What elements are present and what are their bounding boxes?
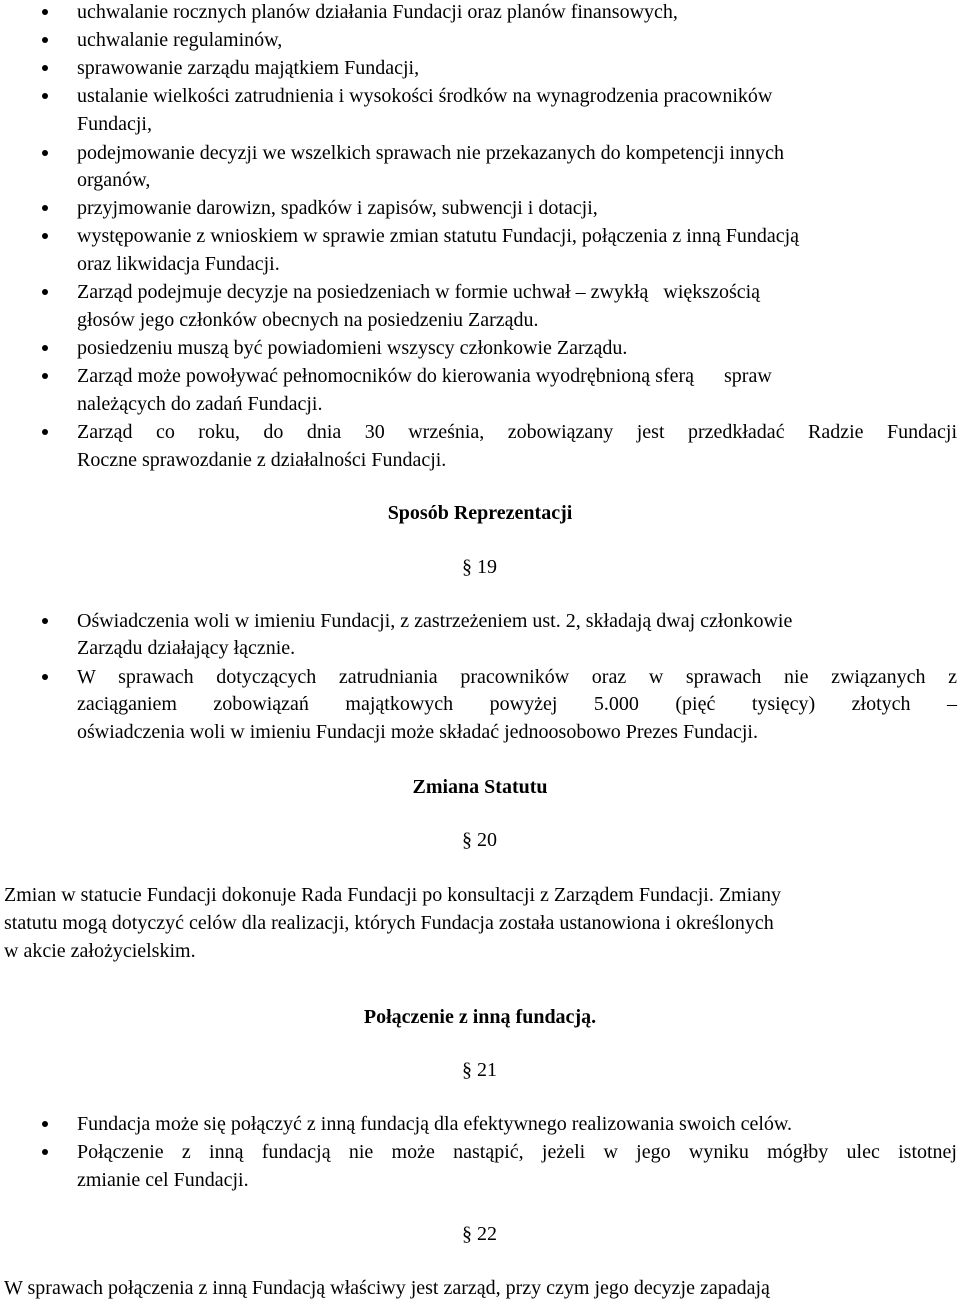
section-heading: Zmiana Statutu [412,776,548,798]
list-item-text: Roczne sprawozdanie z działalności Fundacji. [77,449,447,471]
bullet-icon [38,196,52,220]
bullet-icon [38,665,52,689]
list-item-text: uchwalanie regulaminów, [77,29,283,51]
list-item-text: Połączenie z inną fundacją nie może nastąpić, jeżeli w jego wyniku mógłby ulec istotnej [77,1141,957,1163]
bullet-icon [38,420,52,444]
paragraph-number: § 22 [462,1223,497,1245]
bullet-icon [38,609,52,633]
list-item-text: zaciąganiem zobowiązań majątkowych powyżej 5.000 (pięć tysięcy) złotych – [77,693,957,715]
list-item-text: należących do zadań Fundacji. [77,393,323,415]
list-item-text: Fundacji, [77,113,152,135]
list-item-text: oświadczenia woli w imieniu Fundacji może składać jednoosobowo Prezes Fundacji. [77,721,758,743]
bullet-icon [38,336,52,360]
bullet-icon [38,364,52,388]
section-heading: Sposób Reprezentacji [387,502,573,524]
body-text-line: statutu mogą dotyczyć celów dla realizacji, których Fundacja została ustanowiona i określonych [4,912,774,934]
list-item-text: Fundacja może się połączyć z inną fundacją dla efektywnego realizowania swoich celów. [77,1113,793,1135]
bullet-icon [38,280,52,304]
body-text-line: Zmian w statucie Fundacji dokonuje Rada Fundacji po konsultacji z Zarządem Fundacji. Zmiany [4,884,782,906]
list-item-text: ustalanie wielkości zatrudnienia i wysokości środków na wynagrodzenia pracowników [77,85,773,107]
body-text-line: w akcie założycielskim. [4,940,196,962]
list-item-text: oraz likwidacja Fundacji. [77,253,280,275]
bullet-icon [38,28,52,52]
list-item-text: przyjmowanie darowizn, spadków i zapisów, subwencji i dotacji, [77,197,598,219]
list-item-text: posiedzeniu muszą być powiadomieni wszyscy członkowie Zarządu. [77,337,628,359]
list-item-text: uchwalanie rocznych planów działania Fundacji oraz planów finansowych, [77,1,678,23]
bullet-icon [38,1140,52,1164]
list-item-text: organów, [77,169,151,191]
bullet-icon [38,1112,52,1136]
bullet-icon [38,0,52,24]
list-item-text: Zarząd może powoływać pełnomocników do kierowania wyodrębnioną sferą spraw [77,365,772,387]
bullet-icon [38,141,52,165]
bullet-icon [38,224,52,248]
list-item-text: Zarząd podejmuje decyzje na posiedzeniach w formie uchwał – zwykłą większością [77,281,761,303]
list-item-text: występowanie z wnioskiem w sprawie zmian statutu Fundacji, połączenia z inną Fundacją [77,225,800,247]
list-item-text: W sprawach dotyczących zatrudniania pracowników oraz w sprawach nie związanych z [77,666,957,688]
body-text-line: W sprawach połączenia z inną Fundacją właściwy jest zarząd, przy czym jego decyzje zapadają [4,1277,770,1299]
bullet-icon [38,56,52,80]
list-item-text: głosów jego członków obecnych na posiedzeniu Zarządu. [77,309,539,331]
bullet-icon [38,84,52,108]
section-heading: Połączenie z inną fundacją. [363,1006,597,1028]
paragraph-number: § 20 [462,829,497,851]
list-item-text: sprawowanie zarządu majątkiem Fundacji, [77,57,420,79]
paragraph-number: § 21 [462,1059,497,1081]
list-item-text: zmianie cel Fundacji. [77,1169,249,1191]
list-item-text: podejmowanie decyzji we wszelkich sprawach nie przekazanych do kompetencji innych [77,142,784,164]
list-item-text: Oświadczenia woli w imieniu Fundacji, z zastrzeżeniem ust. 2, składają dwaj członkowie [77,610,793,632]
paragraph-number: § 19 [462,556,497,578]
list-item-text: Zarządu działający łącznie. [77,637,296,659]
list-item-text: Zarząd co roku, do dnia 30 września, zobowiązany jest przedkładać Radzie Fundacji [77,421,957,443]
